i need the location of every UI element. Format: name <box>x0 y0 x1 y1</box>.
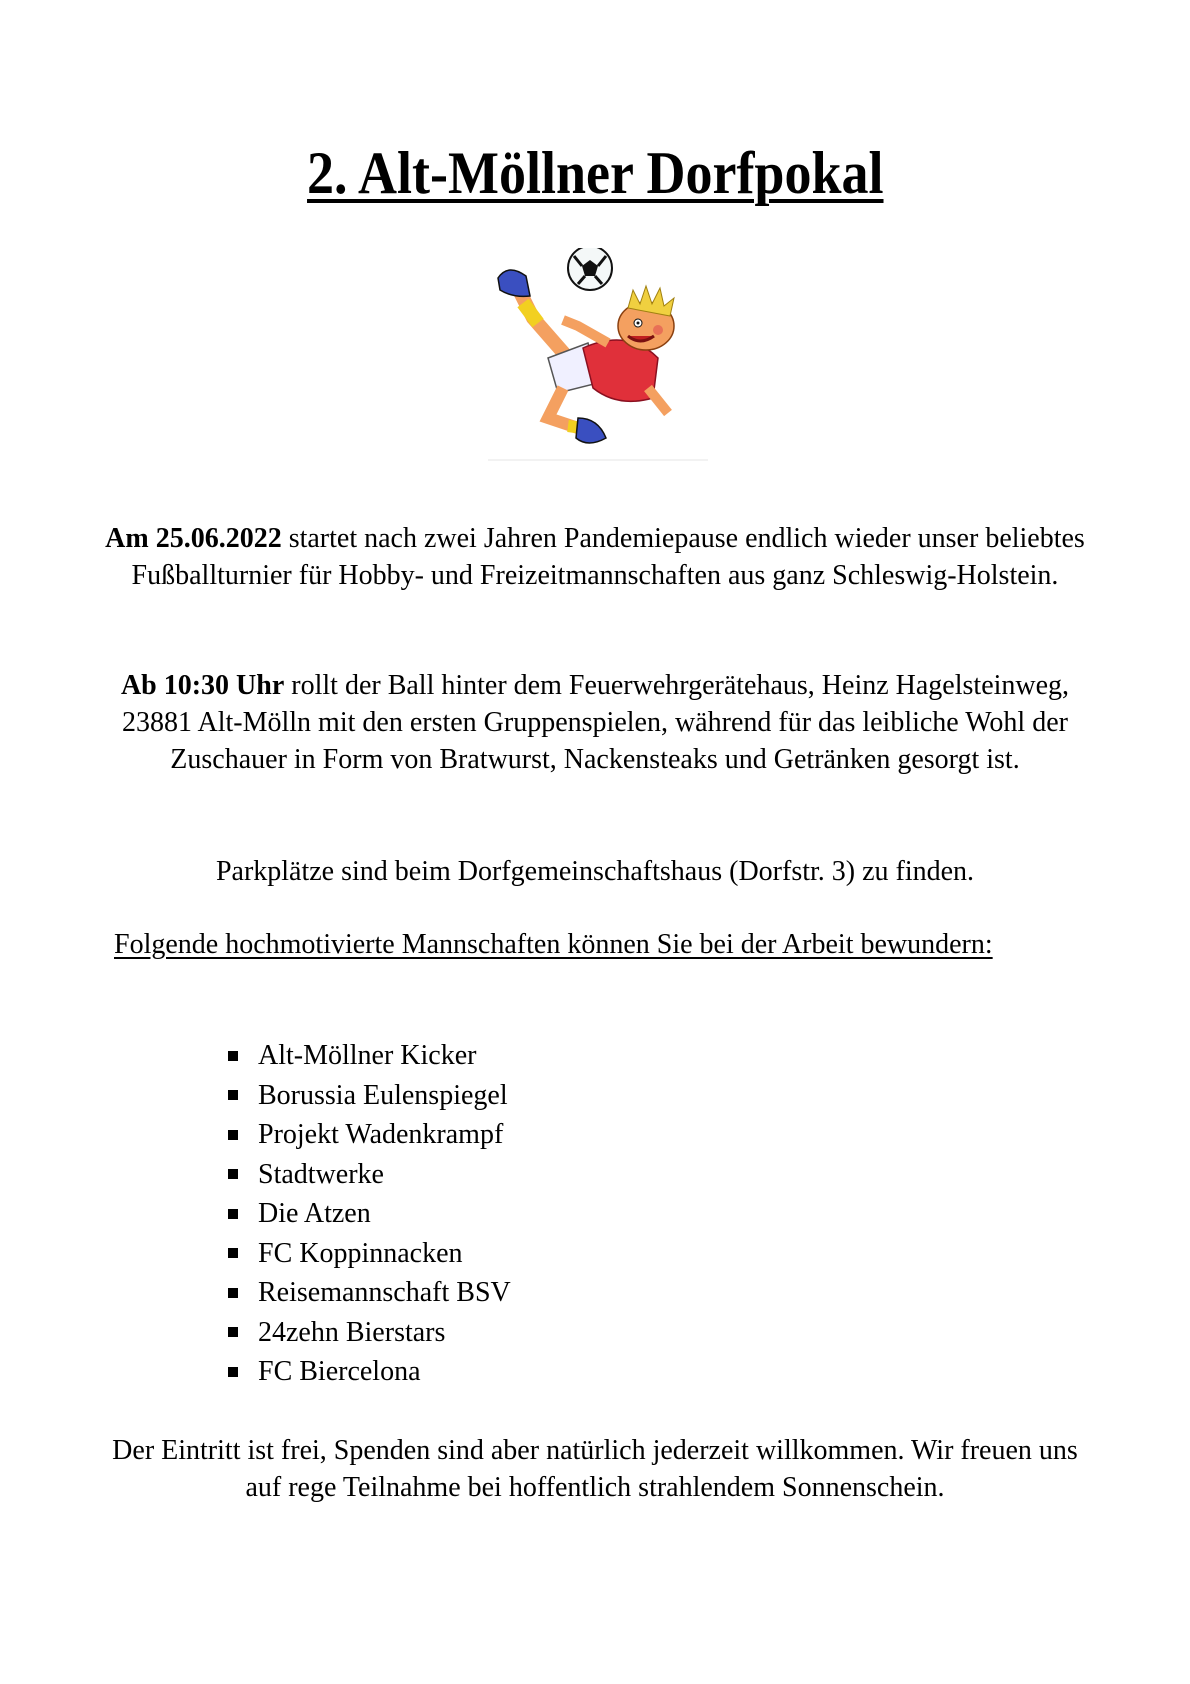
list-item <box>228 1352 511 1392</box>
list-item <box>228 1234 511 1274</box>
team-name: FC Biercelona <box>258 1356 421 1387</box>
team-name: Projekt Wadenkrampf <box>258 1119 504 1150</box>
bullet-icon <box>228 1248 238 1258</box>
location-text: rollt der Ball hinter dem Feuerwehrgerätehaus, Heinz Hagelsteinweg, 23881 Alt-Mölln mit den ersten Gruppenspielen, während für das leibliche Wohl der Zuschauer in Form von Bratwurst, Nackensteaks und Getränken gesorgt ist. <box>122 670 1070 775</box>
bullet-icon <box>228 1051 238 1061</box>
soccer-player-illustration <box>478 248 718 468</box>
list-item <box>228 1036 511 1076</box>
teams-list <box>228 1036 511 1392</box>
list-item <box>228 1194 511 1234</box>
closing-paragraph: Der Eintritt ist frei, Spenden sind aber natürlich jederzeit willkommen. Wir freuen uns auf rege Teilnahme bei hoffentlich strahlendem Sonnenschein. <box>112 1435 1078 1503</box>
list-item <box>228 1076 511 1116</box>
bullet-icon <box>228 1367 238 1377</box>
list-item <box>228 1273 511 1313</box>
team-name: Alt-Möllner Kicker <box>258 1040 477 1071</box>
bullet-icon <box>228 1327 238 1337</box>
team-name: FC Koppinnacken <box>258 1237 463 1269</box>
page-title-text: 2. Alt-Möllner Dorfpokal <box>306 140 884 206</box>
team-name: Stadtwerke <box>258 1158 384 1190</box>
soccer-ball-icon <box>568 248 612 290</box>
list-item <box>228 1155 511 1195</box>
bullet-icon <box>228 1130 238 1140</box>
bullet-icon <box>228 1090 238 1100</box>
bullet-icon <box>228 1169 238 1179</box>
intro-paragraph <box>100 520 1090 594</box>
team-name: Reisemannschaft BSV <box>258 1277 511 1308</box>
location-paragraph <box>100 667 1090 778</box>
intro-text: startet nach zwei Jahren Pandemiepause endlich wieder unser beliebtes Fußballturnier für Hobby- und Freizeitmannschaften aus ganz Schleswig-Holstein. <box>131 523 1085 591</box>
team-name: Die Atzen <box>258 1198 371 1229</box>
teams-heading: Folgende hochmotivierte Mannschaften können Sie bei der Arbeit bewundern: <box>114 929 993 960</box>
bullet-icon <box>228 1288 238 1298</box>
boot-icon <box>498 270 530 296</box>
event-date: Am 25.06.2022 <box>105 523 282 554</box>
start-time: Ab 10:30 Uhr <box>120 670 285 701</box>
list-item <box>228 1313 511 1353</box>
page-title <box>0 138 1190 208</box>
bullet-icon <box>228 1209 238 1219</box>
parking-paragraph: Parkplätze sind beim Dorfgemeinschaftshaus (Dorfstr. 3) zu finden. <box>215 856 975 887</box>
team-name: Borussia Eulenspiegel <box>258 1079 508 1111</box>
team-name: 24zehn Bierstars <box>258 1316 446 1348</box>
list-item <box>228 1115 511 1155</box>
